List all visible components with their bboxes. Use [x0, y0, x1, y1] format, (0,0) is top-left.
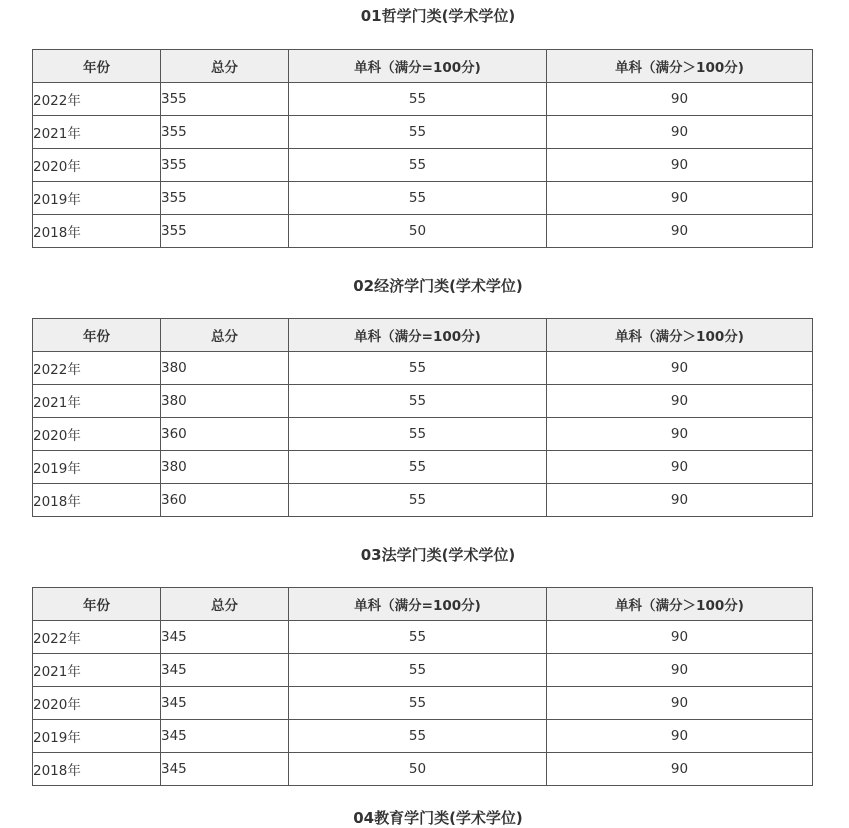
table-row [33, 385, 813, 418]
table-row [33, 149, 813, 182]
single-over-100-cell: 90 [547, 687, 813, 720]
table-header-row [33, 588, 813, 621]
single-over-100-cell: 90 [547, 385, 813, 418]
total-cell: 345 [161, 654, 289, 687]
total-cell: 355 [161, 182, 289, 215]
single-over-100-cell: 90 [547, 352, 813, 385]
table-row [33, 654, 813, 687]
year-cell: 2018年 [33, 215, 161, 248]
single-over-100-cell: 90 [547, 149, 813, 182]
single-100-cell: 55 [289, 687, 547, 720]
year-cell: 2020年 [33, 149, 161, 182]
table-row [33, 451, 813, 484]
single-100-cell: 55 [289, 484, 547, 517]
single-over-100-cell: 90 [547, 451, 813, 484]
year-cell: 2021年 [33, 654, 161, 687]
total-cell: 380 [161, 385, 289, 418]
total-cell: 345 [161, 753, 289, 786]
table-row [33, 83, 813, 116]
header-year: 年份 [33, 588, 161, 621]
table-row [33, 182, 813, 215]
total-cell: 380 [161, 352, 289, 385]
header-single-100: 单科（满分=100分) [289, 50, 547, 83]
single-over-100-cell: 90 [547, 654, 813, 687]
table-row [33, 116, 813, 149]
single-over-100-cell: 90 [547, 753, 813, 786]
score-table-economics [32, 318, 813, 517]
single-100-cell: 55 [289, 451, 547, 484]
single-over-100-cell: 90 [547, 116, 813, 149]
year-cell: 2020年 [33, 687, 161, 720]
header-single-over-100: 单科（满分＞100分) [547, 50, 813, 83]
header-year: 年份 [33, 50, 161, 83]
table-row [33, 687, 813, 720]
single-over-100-cell: 90 [547, 418, 813, 451]
single-over-100-cell: 90 [547, 182, 813, 215]
header-single-100: 单科（满分=100分) [289, 588, 547, 621]
score-table-law [32, 587, 813, 786]
total-cell: 345 [161, 687, 289, 720]
single-over-100-cell: 90 [547, 83, 813, 116]
section-title-law: 03法学门类(学术学位) [360, 546, 516, 564]
header-single-100: 单科（满分=100分) [289, 319, 547, 352]
header-year: 年份 [33, 319, 161, 352]
year-cell: 2021年 [33, 385, 161, 418]
single-over-100-cell: 90 [547, 621, 813, 654]
total-cell: 360 [161, 418, 289, 451]
single-100-cell: 55 [289, 418, 547, 451]
single-100-cell: 50 [289, 753, 547, 786]
single-over-100-cell: 90 [547, 215, 813, 248]
table-row [33, 720, 813, 753]
total-cell: 355 [161, 116, 289, 149]
year-cell: 2018年 [33, 753, 161, 786]
total-cell: 345 [161, 720, 289, 753]
year-cell: 2021年 [33, 116, 161, 149]
single-100-cell: 55 [289, 352, 547, 385]
year-cell: 2022年 [33, 352, 161, 385]
single-100-cell: 55 [289, 149, 547, 182]
section-title-education-partial: 04教育学门类(学术学位) [353, 809, 523, 827]
year-cell: 2019年 [33, 182, 161, 215]
year-cell: 2022年 [33, 621, 161, 654]
table-row [33, 753, 813, 786]
single-100-cell: 55 [289, 182, 547, 215]
total-cell: 345 [161, 621, 289, 654]
total-cell: 355 [161, 83, 289, 116]
total-cell: 380 [161, 451, 289, 484]
year-cell: 2018年 [33, 484, 161, 517]
score-table-philosophy [32, 49, 813, 248]
total-cell: 355 [161, 149, 289, 182]
table-header-row [33, 319, 813, 352]
table-row [33, 418, 813, 451]
table-header-row [33, 50, 813, 83]
table-row [33, 352, 813, 385]
year-cell: 2019年 [33, 720, 161, 753]
header-total: 总分 [161, 588, 289, 621]
single-over-100-cell: 90 [547, 720, 813, 753]
header-total: 总分 [161, 50, 289, 83]
year-cell: 2022年 [33, 83, 161, 116]
single-100-cell: 55 [289, 83, 547, 116]
single-100-cell: 55 [289, 621, 547, 654]
single-100-cell: 55 [289, 385, 547, 418]
single-100-cell: 55 [289, 116, 547, 149]
header-single-over-100: 单科（满分＞100分) [547, 319, 813, 352]
year-cell: 2020年 [33, 418, 161, 451]
single-100-cell: 55 [289, 654, 547, 687]
section-title-economics: 02经济学门类(学术学位) [353, 277, 523, 295]
total-cell: 360 [161, 484, 289, 517]
year-cell: 2019年 [33, 451, 161, 484]
section-title-philosophy: 01哲学门类(学术学位) [360, 7, 516, 25]
single-over-100-cell: 90 [547, 484, 813, 517]
header-single-over-100: 单科（满分＞100分) [547, 588, 813, 621]
total-cell: 355 [161, 215, 289, 248]
table-row [33, 621, 813, 654]
header-total: 总分 [161, 319, 289, 352]
single-100-cell: 55 [289, 720, 547, 753]
table-row [33, 215, 813, 248]
single-100-cell: 50 [289, 215, 547, 248]
table-row [33, 484, 813, 517]
